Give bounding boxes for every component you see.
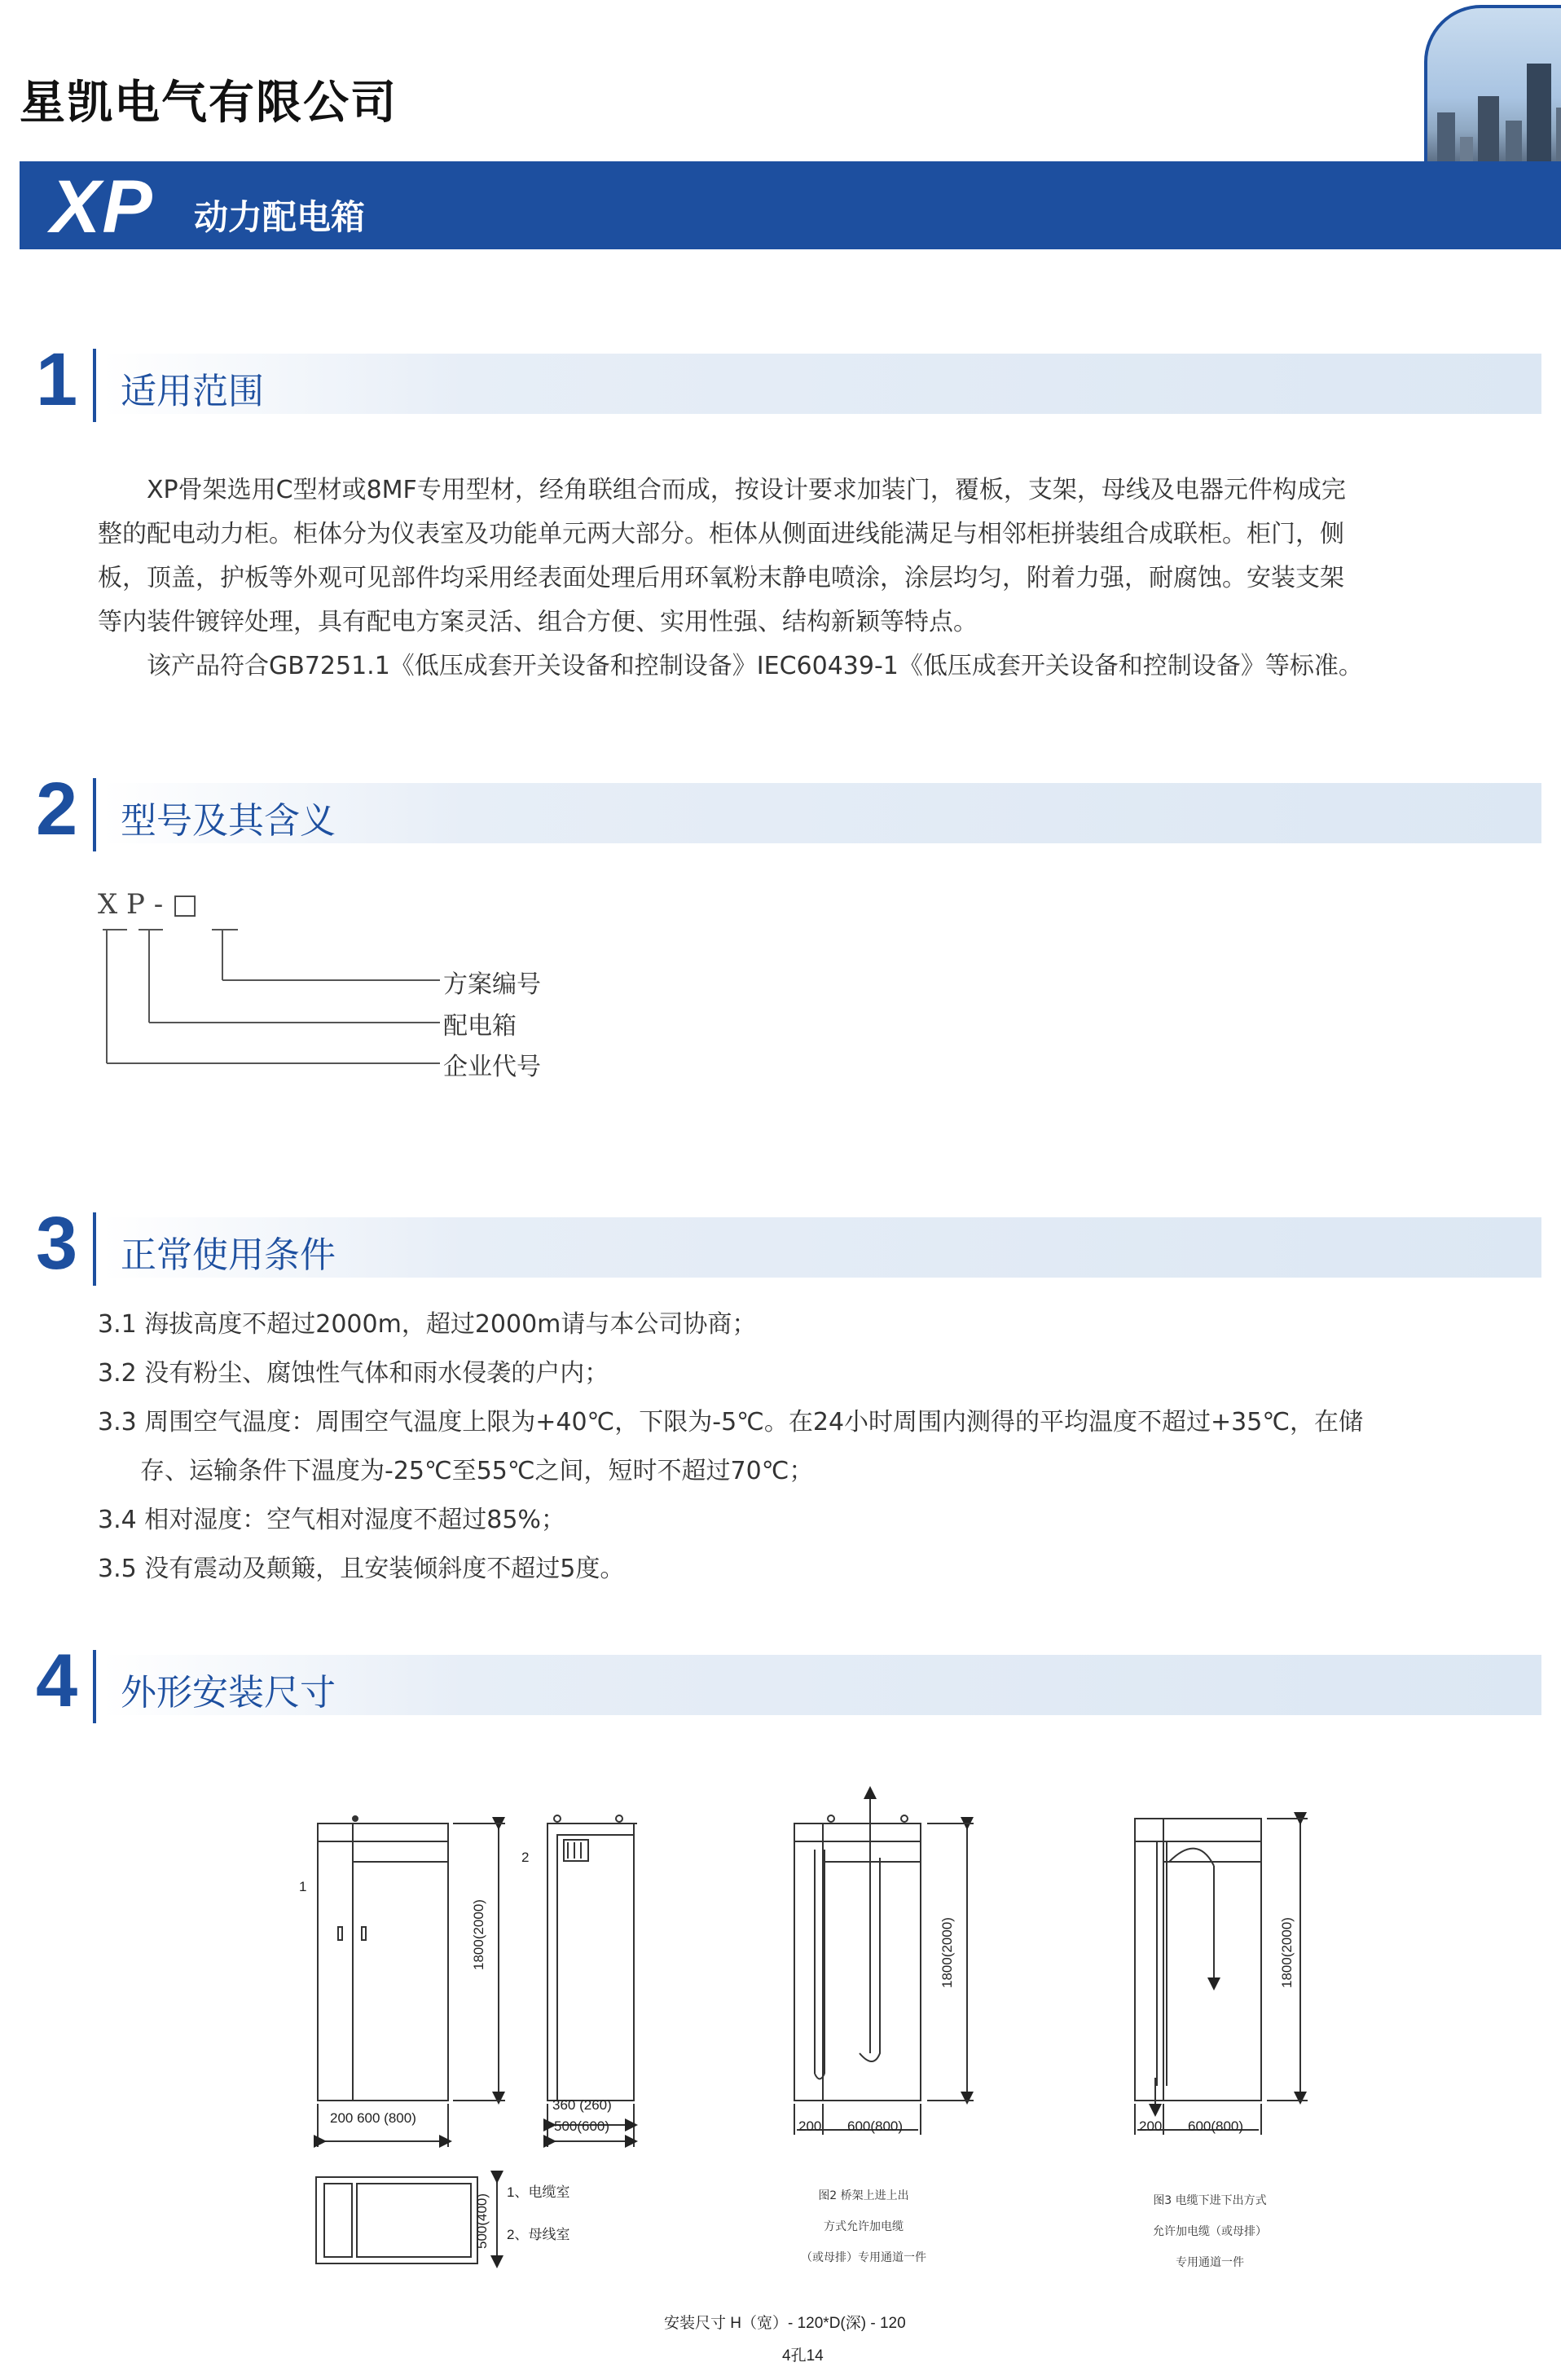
scope-line-1: XP骨架选用C型材或8MF专用型材，经角联组合而成，按设计要求加装门，覆板，支架，母线及电器元件构成完 xyxy=(147,476,1346,504)
fig1-depth-top: 360 (260) xyxy=(552,2097,612,2113)
marker-2: 2 xyxy=(521,1850,530,1865)
fig3-width-left: 200 xyxy=(1139,2118,1163,2134)
marker-1: 1 xyxy=(299,1879,307,1894)
install-dimension-note: 安装尺寸 H（宽）- 120*D(深) - 120 xyxy=(664,2315,906,2332)
condition-1: 3.1 海拔高度不超过2000m，超过2000m请与本公司协商； xyxy=(98,1310,757,1339)
condition-3: 3.3 周围空气温度：周围空气温度上限为+40℃，下限为-5℃。在24小时周围内测得的平均温度不超过+35℃，在储 xyxy=(98,1408,1364,1436)
legend-cable-room: 1、电缆室 xyxy=(507,2184,570,2200)
scope-line-4: 等内装件镀锌处理，具有配电方案灵活、组合方便、实用性强、结构新颖等特点。 xyxy=(98,608,978,636)
condition-3-cont: 存、运输条件下温度为-25℃至55℃之间，短时不超过70℃； xyxy=(140,1457,814,1485)
model-code-diagram xyxy=(90,925,448,1080)
section-title: 型号及其含义 xyxy=(121,800,336,842)
section-number: 2 xyxy=(36,768,78,851)
fig1-height-dim: 1800(2000) xyxy=(471,1899,486,1970)
fig2-caption: 图2 桥架上进上出 方式允许加电缆 （或母排）专用通道一件 xyxy=(801,2189,926,2264)
section-header-1 xyxy=(20,338,1541,421)
model-label-scheme: 方案编号 xyxy=(443,970,541,999)
section-number: 3 xyxy=(36,1202,78,1285)
section-number: 4 xyxy=(36,1639,78,1722)
section-header-2 xyxy=(20,768,1541,851)
section-title: 适用范围 xyxy=(121,371,264,412)
fig2-width-left: 200 xyxy=(798,2118,822,2134)
product-title-bar xyxy=(20,161,1561,249)
section-header-4 xyxy=(20,1639,1541,1722)
product-name: 动力配电箱 xyxy=(194,197,366,237)
section-title: 正常使用条件 xyxy=(121,1234,336,1276)
section-title: 外形安装尺寸 xyxy=(121,1672,336,1714)
legend-busbar-room: 2、母线室 xyxy=(507,2227,570,2242)
condition-4: 3.4 相对湿度：空气相对湿度不超过85%； xyxy=(98,1506,565,1534)
fig1-plan-depth: 500(400) xyxy=(474,2193,490,2249)
section-number: 1 xyxy=(36,338,78,421)
scope-line-3: 板，顶盖，护板等外观可见部件均采用经表面处理后用环氧粉末静电喷涂，涂层均匀，附着力强，耐腐蚀。安装支架 xyxy=(98,564,1344,592)
fig3-caption: 图3 电缆下进下出方式 允许加电缆（或母排） 专用通道一件 xyxy=(1153,2194,1267,2269)
fig1-depth-bottom: 500(600) xyxy=(554,2118,610,2134)
section-header-3 xyxy=(20,1202,1541,1285)
condition-2: 3.2 没有粉尘、腐蚀性气体和雨水侵袭的户内； xyxy=(98,1359,609,1388)
model-label-company: 企业代号 xyxy=(443,1053,541,1081)
hole-note: 4孔14 xyxy=(782,2347,824,2365)
model-label-box: 配电箱 xyxy=(443,1012,517,1040)
scope-line-5: 该产品符合GB7251.1《低压成套开关设备和控制设备》IEC60439-1《低压成套开关设备和控制设备》等标准。 xyxy=(147,652,1363,680)
fig2-height-dim: 1800(2000) xyxy=(939,1917,955,1988)
fig1-width-dim: 200 600 (800) xyxy=(330,2110,416,2126)
fig3-height-dim: 1800(2000) xyxy=(1279,1917,1295,1988)
fig2-width-right: 600(800) xyxy=(847,2118,904,2134)
product-code: XP xyxy=(51,165,154,249)
installation-drawings xyxy=(0,1784,1561,2371)
condition-5: 3.5 没有震动及颠簸，且安装倾斜度不超过5度。 xyxy=(98,1555,625,1583)
model-code: X P - □ xyxy=(98,888,199,921)
fig3-width-right: 600(800) xyxy=(1188,2118,1244,2134)
company-name: 星凯电气有限公司 xyxy=(20,77,398,130)
scope-line-2: 整的配电动力柜。柜体分为仪表室及功能单元两大部分。柜体从侧面进线能满足与相邻柜拼装组合成联柜。柜门，侧 xyxy=(98,520,1344,548)
